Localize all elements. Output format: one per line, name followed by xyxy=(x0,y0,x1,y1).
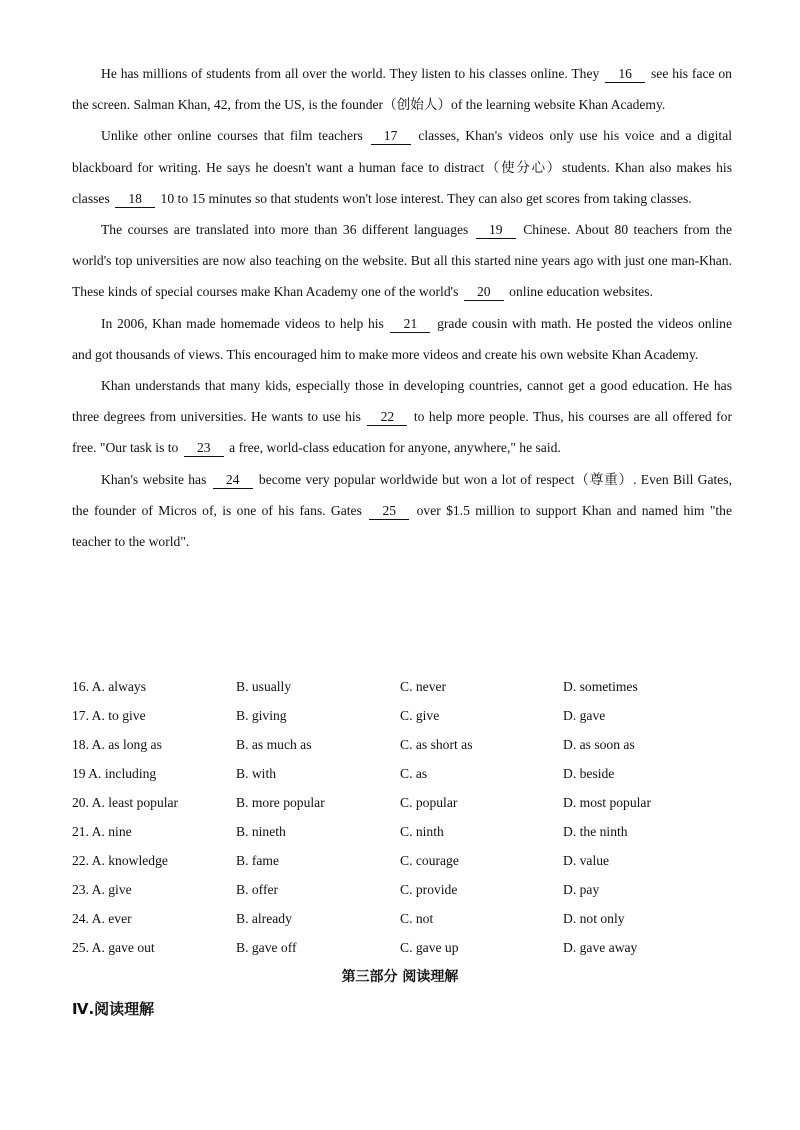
option-d: D. value xyxy=(563,853,610,868)
option-a: 22. A. knowledge xyxy=(72,853,168,868)
option-d: D. not only xyxy=(563,911,625,926)
passage-text: grade cousin with math. He posted the videos online and got thousands of views. This encouraged him to make more videos and create his own website Khan Academy. xyxy=(72,315,732,362)
passage-paragraph xyxy=(72,370,732,464)
passage-paragraph xyxy=(72,464,732,558)
blank-23: 23 xyxy=(184,440,224,457)
option-c: C. give xyxy=(400,708,440,723)
option-d: D. pay xyxy=(563,882,600,897)
option-d: D. the ninth xyxy=(563,824,628,839)
option-a: 23. A. give xyxy=(72,882,132,897)
passage-text: 10 to 15 minutes so that students won't lose interest. They can also get scores from taking classes. xyxy=(157,190,692,206)
question-row xyxy=(72,933,752,962)
passage-text: classes, Khan's videos only use his voice and a digital blackboard for writing. He says he doesn't want a human face to distract（使分心）students. Khan also makes his classes xyxy=(72,128,732,206)
question-row xyxy=(72,701,752,730)
blank-16: 16 xyxy=(605,66,645,83)
passage-text: Khan's website has xyxy=(101,471,211,487)
passage-text: a free, world-class education for anyone, anywhere," he said. xyxy=(225,440,561,456)
cloze-passage xyxy=(72,58,732,557)
passage-text: In 2006, Khan made homemade videos to help his xyxy=(101,315,389,331)
option-a: 18. A. as long as xyxy=(72,737,162,752)
question-row xyxy=(72,730,752,759)
passage-text: online education websites. xyxy=(505,284,653,300)
option-b: B. giving xyxy=(236,708,287,723)
option-c: C. popular xyxy=(400,795,458,810)
blank-19: 19 xyxy=(476,222,516,239)
answer-options xyxy=(72,672,752,962)
passage-text: Khan understands that many kids, especially those in developing countries, cannot get a good education. He has three degrees from universities. He wants to use his xyxy=(72,378,732,425)
blank-17: 17 xyxy=(371,128,411,145)
blank-22: 22 xyxy=(367,409,407,426)
question-row xyxy=(72,672,752,701)
option-c: C. courage xyxy=(400,853,459,868)
section-title: 第三部分 阅读理解 xyxy=(341,969,459,985)
option-a: 20. A. least popular xyxy=(72,795,179,810)
passage-text: see his face on the screen. Salman Khan, 42, from the US, is the founder（创始人）of the learning website Khan Academy. xyxy=(72,66,732,113)
option-d: D. gave xyxy=(563,708,606,723)
part-title: Ⅳ.阅读理解 xyxy=(72,1000,155,1018)
blank-21: 21 xyxy=(390,316,430,333)
option-d: D. most popular xyxy=(563,795,651,810)
passage-paragraph xyxy=(72,214,732,308)
option-a: 16. A. always xyxy=(72,679,147,694)
option-b: B. as much as xyxy=(236,737,312,752)
option-b: B. fame xyxy=(236,853,280,868)
option-a: 17. A. to give xyxy=(72,708,146,723)
passage-paragraph xyxy=(72,120,732,214)
question-row xyxy=(72,817,752,846)
option-d: D. sometimes xyxy=(563,679,638,694)
option-b: B. more popular xyxy=(236,795,325,810)
passage-text: over $1.5 million to support Khan and named him "the teacher to the world". xyxy=(72,502,732,550)
question-row xyxy=(72,788,752,817)
question-row xyxy=(72,875,752,904)
passage-text: Unlike other online courses that film teachers xyxy=(101,128,369,144)
option-a: 19 A. including xyxy=(72,766,157,781)
passage-paragraph xyxy=(72,308,732,370)
option-d: D. beside xyxy=(563,766,615,781)
blank-18: 18 xyxy=(115,191,155,208)
passage-text: He has millions of students from all over the world. They listen to his classes online. They xyxy=(101,66,604,81)
option-a: 24. A. ever xyxy=(72,911,132,926)
blank-24: 24 xyxy=(213,472,253,489)
option-c: C. gave up xyxy=(400,940,459,955)
passage-paragraph xyxy=(72,58,732,120)
passage-text: The courses are translated into more than 36 different languages xyxy=(101,222,474,238)
passage-text: Chinese. About 80 teachers from the world's top universities are now also teaching on the website. But all this started nine years ago with just one man-Khan. These kinds of special courses make Khan Academy one of the world's xyxy=(72,222,733,300)
option-a: 21. A. nine xyxy=(72,824,132,839)
passage-text: to help more people. Thus, his courses are all offered for free. "Our task is to xyxy=(72,409,732,456)
passage-text: become very popular worldwide but won a lot of respect（尊重）. Even Bill Gates, the founder of Micros of, is one of his fans. Gates xyxy=(72,471,732,518)
option-c: C. provide xyxy=(400,882,458,897)
option-b: B. nineth xyxy=(236,824,286,839)
option-d: D. as soon as xyxy=(563,737,635,752)
blank-20: 20 xyxy=(464,284,504,301)
option-c: C. as short as xyxy=(400,737,473,752)
question-row xyxy=(72,846,752,875)
option-c: C. as xyxy=(400,766,428,781)
blank-25: 25 xyxy=(369,503,409,520)
question-row xyxy=(72,759,752,788)
option-c: C. not xyxy=(400,911,434,926)
question-row xyxy=(72,904,752,933)
option-b: B. offer xyxy=(236,882,279,897)
option-b: B. gave off xyxy=(236,940,297,955)
option-c: C. never xyxy=(400,679,447,694)
option-b: B. already xyxy=(236,911,292,926)
option-b: B. with xyxy=(236,766,277,781)
option-c: C. ninth xyxy=(400,824,444,839)
option-a: 25. A. gave out xyxy=(72,940,155,955)
option-d: D. gave away xyxy=(563,940,638,955)
option-b: B. usually xyxy=(236,679,292,694)
